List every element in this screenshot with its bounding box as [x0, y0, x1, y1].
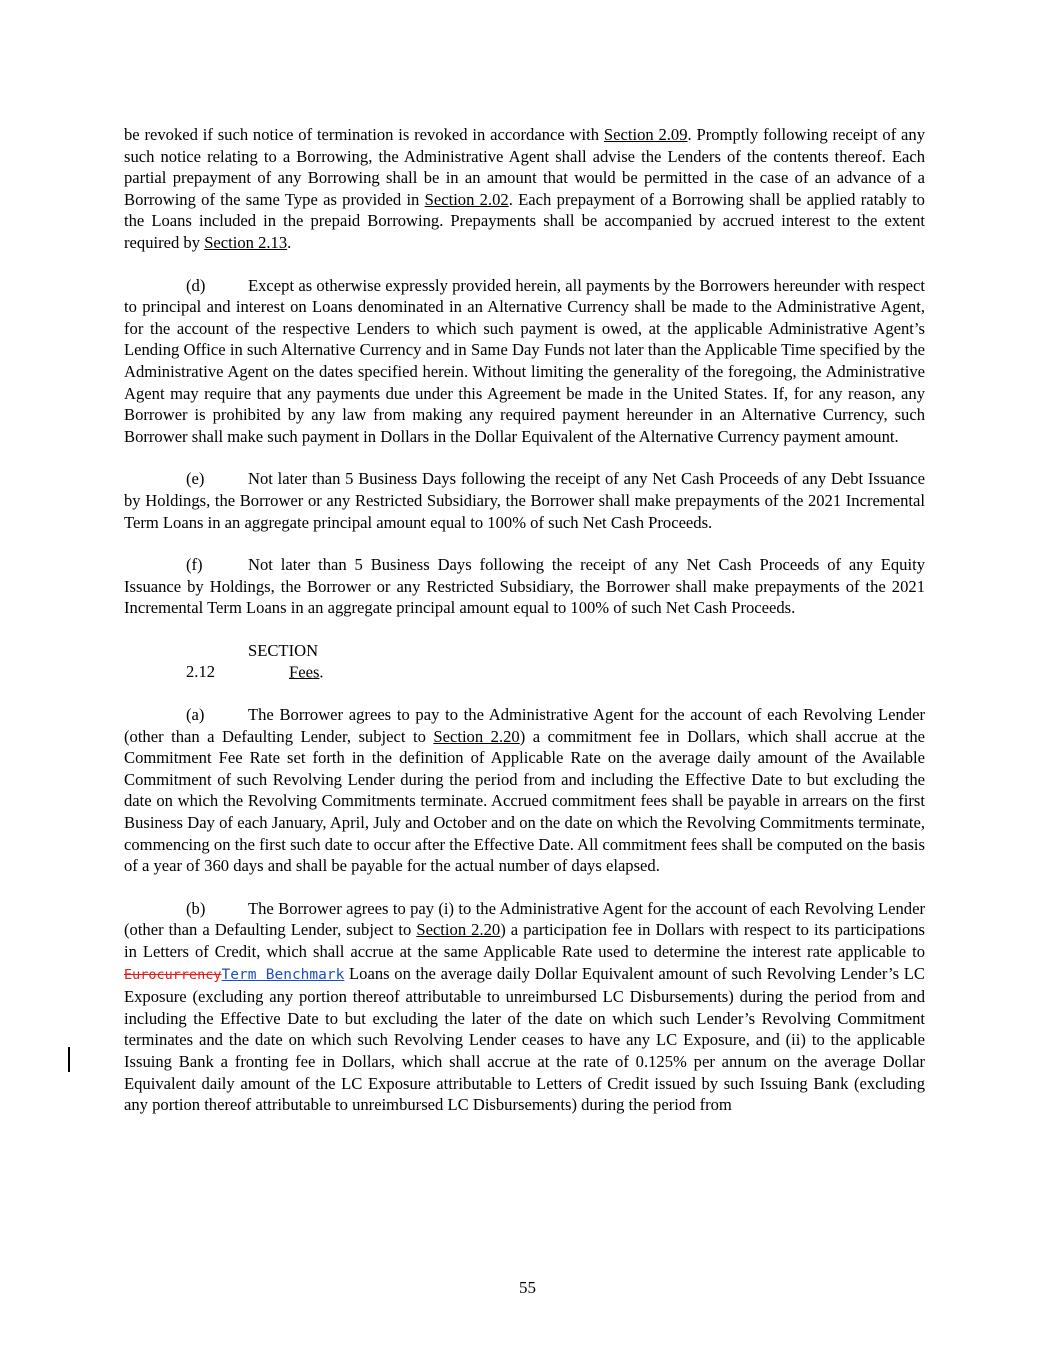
paragraph-continuation: [124, 124, 925, 254]
paragraph-text: Except as otherwise expressly provided herein, all payments by the Borrowers hereunder with respect to principal and interest on Loans denominated in an Alternative Currency shall be made to the Administrative Agent, for the account of the respective Lenders to which such payment is owed, at the applicable Administrative Agent’s Lending Office in such Alternative Currency and in Same Day Funds not later than the Applicable Time specified by the Administrative Agent on the dates specified herein. Without limiting the generality of the foregoing, the Administrative Agent may require that any payments due under this Agreement be made in the United States. If, for any reason, any Borrower is prohibited by any law from making any required payment hereunder in an Alternative Currency, such Borrower shall make such payment in Dollars in the Dollar Equivalent of the Alternative Currency payment amount.: [124, 275, 925, 446]
section-heading: SECTION 2.12 Fees.: [186, 640, 324, 682]
deleted-text: Eurocurrency: [124, 966, 222, 983]
paragraph-text: . Each prepayment of a Borrowing shall be applied ratably to the Loans included in the prepaid Borrowing. Prepayments shall be accompanied by accrued interest to the extent required by: [124, 189, 925, 252]
paragraph-text: .: [287, 232, 292, 252]
section-number: SECTION 2.12: [186, 640, 319, 682]
paragraph-label: (d): [186, 275, 206, 295]
section-reference-2-02[interactable]: Section 2.02: [424, 189, 509, 209]
paragraph-b: [124, 898, 925, 1116]
paragraph-label: (f): [186, 555, 203, 575]
paragraph-text: Not later than 5 Business Days following the receipt of any Net Cash Proceeds of any Debt Issuance by Holdings, the Borrower or any Restricted Subsidiary, the Borrower shall make prepayments of the 2021 Incremental Term Loans in an aggregate principal amount equal to 100% of such Net Cash Proceeds.: [124, 469, 925, 532]
paragraph-text: ) a participation fee in Dollars with respect to its participations in Letters of Credit, which shall accrue at the same Applicable Rate used to determine the interest rate applicable to: [124, 920, 925, 961]
paragraph-text: be revoked if such notice of termination is revoked in accordance with: [124, 125, 604, 144]
paragraph-label: (e): [186, 469, 205, 489]
paragraph-a: [124, 704, 925, 877]
page-number: 55: [519, 1278, 536, 1297]
paragraph-text: The Borrower agrees to pay (i) to the Administrative Agent for the account of each Revolving Lender (other than a Defaulting Lender, subject to: [124, 898, 925, 940]
paragraph-text: The Borrower agrees to pay to the Administrative Agent for the account of each Revolving Lender (other than a Defaulting Lender, subject to: [124, 705, 925, 746]
paragraph-text: . Promptly following receipt of any such notice relating to a Borrowing, the Administrative Agent shall advise the Lenders of the contents thereof. Each partial prepayment of any Borrowing shall be in an amount that would be permitted in the case of an advance of a Borrowing of the same Type as provided in: [124, 125, 925, 209]
paragraph-d: [124, 275, 925, 448]
paragraph-e: [124, 468, 925, 533]
change-bar-marker: [68, 1047, 70, 1072]
section-reference-2-09[interactable]: Section 2.09: [603, 125, 688, 144]
paragraph-text: ) a commitment fee in Dollars, which shall accrue at the Commitment Fee Rate set forth in the definition of Applicable Rate on the average daily amount of the Available Commitment of such Revolving Lender during the period from and including the Effective Date to but excluding the date on which the Revolving Commitments terminate. Accrued commitment fees shall be payable in arrears on the first Business Day of each January, April, July and October and on the date on which the Revolving Commitments terminate, commencing on the first such date to occur after the Effective Date. All commitment fees shall be computed on the basis of a year of 360 days and shall be payable for the actual number of days elapsed.: [124, 726, 925, 876]
paragraph-text: Not later than 5 Business Days following the receipt of any Net Cash Proceeds of any Equity Issuance by Holdings, the Borrower or any Restricted Subsidiary, the Borrower shall make prepayments of the 2021 Incremental Term Loans in an aggregate principal amount equal to 100% of such Net Cash Proceeds.: [124, 555, 925, 618]
section-reference-2-20[interactable]: Section 2.20: [433, 726, 520, 746]
section-reference-2-13[interactable]: Section 2.13: [204, 232, 288, 252]
paragraph-f: [124, 554, 925, 619]
paragraph-text: Loans on the average daily Dollar Equivalent amount of such Revolving Lender’s LC Exposure (excluding any portion thereof attributable to unreimbursed LC Disbursements) during the period from and including the Effective Date to but excluding the later of the date on which such Lender’s Revolving Commitment terminates and the date on which such Revolving Lender ceases to have any LC Exposure, and (ii) to the applicable Issuing Bank a fronting fee in Dollars, which shall accrue at the rate of 0.125% per annum on the average Dollar Equivalent daily amount of the LC Exposure attributable to Letters of Credit issued by such Issuing Bank (excluding any portion thereof attributable to unreimbursed LC Disbursements) during the period from: [124, 963, 925, 1115]
paragraph-label: (b): [186, 898, 206, 918]
paragraph-label: (a): [186, 705, 205, 725]
section-reference-2-20[interactable]: Section 2.20: [416, 920, 501, 940]
document-page: [124, 124, 925, 1137]
section-title: Fees: [289, 662, 320, 682]
inserted-text: Term Benchmark: [221, 966, 345, 983]
